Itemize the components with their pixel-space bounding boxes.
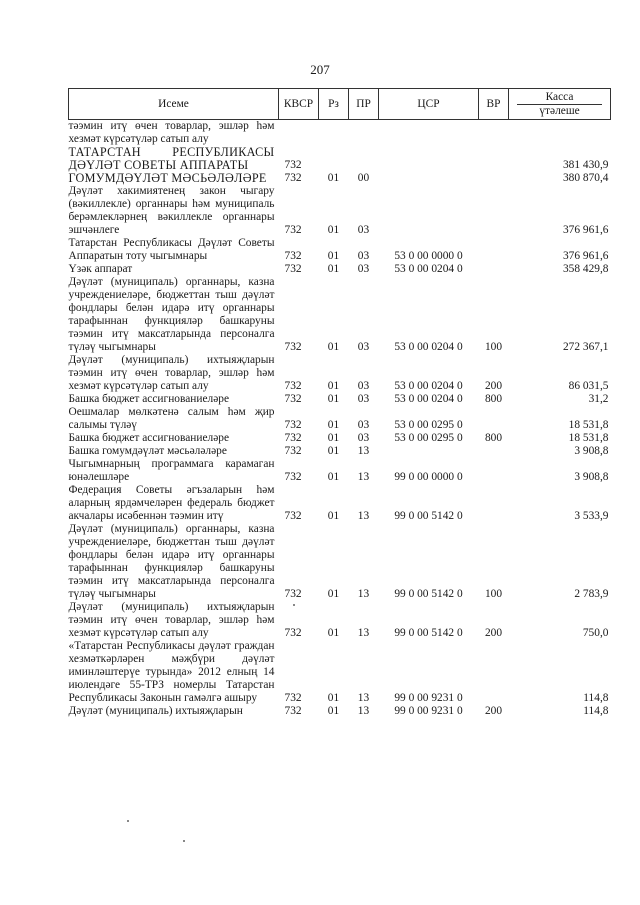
cell-kvsr: 732 (284, 172, 302, 184)
cell-vr: 200 (484, 705, 503, 717)
cell-vr (479, 120, 509, 147)
cell-sum: 2 783,9 (574, 588, 609, 600)
cell-name: тәэмин итү өчен товарлар, эшләр һәм хезмәт күрсәтүләр сатып алу (68, 120, 275, 145)
cell-rz: 01 (327, 588, 340, 600)
cell-name: ТАТАРСТАН РЕСПУБЛИКАСЫ ДӘҮЛӘТ СОВЕТЫ АППАРАТЫ (68, 145, 275, 172)
cell-sum: 750,0 (582, 627, 609, 639)
cell-csr: 53 0 00 0204 0 (394, 380, 463, 392)
cell-csr: 53 0 00 0204 0 (394, 393, 463, 405)
cell-csr: 53 0 00 0295 0 (394, 419, 463, 431)
header-row (69, 89, 611, 120)
cell-rz: 01 (327, 705, 340, 717)
table-header (69, 89, 611, 120)
cell-name: Оешмалар мөлкәтенә салым һәм җир салымы түләү (68, 406, 275, 431)
cell-csr: 99 0 00 9231 0 (394, 692, 463, 704)
cell-sum: 18 531,8 (568, 419, 609, 431)
cell-rz: 01 (327, 419, 340, 431)
cell-sum: 376 961,6 (562, 250, 609, 262)
header-kvsr: КВСР (279, 89, 319, 120)
budget-table (68, 88, 611, 718)
cell-vr: 100 (484, 341, 503, 353)
cell-pr: 03 (357, 393, 370, 405)
table-row (69, 432, 611, 445)
table-row (69, 705, 611, 718)
header-sum-line2: үтәлеше (517, 104, 602, 117)
table-row (69, 601, 611, 640)
cell-vr (479, 237, 509, 263)
cell-name: «Татарстан Республикасы дәүләт граждан хезмәткәрләрен мәҗбүри дәүләт иминләштерүе турында» 2012 елның 14 июлендәге 55-ТРЗ номерлы Татарстан Республикасы Законын гамәлгә ашыру (68, 640, 275, 704)
table-row (69, 185, 611, 237)
cell-csr: 99 0 00 0000 0 (394, 471, 463, 483)
cell-kvsr: 732 (284, 380, 302, 392)
cell-kvsr: 732 (284, 445, 302, 457)
cell-pr: 13 (357, 588, 370, 600)
table-row (69, 458, 611, 484)
cell-csr: 99 0 00 9231 0 (394, 705, 463, 717)
cell-pr: 03 (357, 250, 370, 262)
cell-vr: 200 (484, 380, 503, 392)
cell-kvsr (279, 120, 319, 147)
cell-rz: 01 (327, 263, 340, 275)
cell-rz: 01 (327, 510, 340, 522)
cell-pr: 03 (357, 341, 370, 353)
table-row (69, 484, 611, 523)
cell-pr: 13 (357, 627, 370, 639)
cell-kvsr: 732 (284, 263, 302, 275)
cell-csr (379, 146, 479, 172)
cell-kvsr: 732 (284, 627, 302, 639)
table-row (69, 393, 611, 406)
cell-vr (479, 406, 509, 432)
cell-kvsr: 732 (284, 393, 302, 405)
cell-vr (479, 445, 509, 458)
cell-rz: 01 (327, 172, 340, 184)
cell-sum (509, 120, 611, 147)
cell-vr (479, 185, 509, 237)
cell-pr: 03 (357, 263, 370, 275)
cell-pr: 13 (357, 445, 370, 457)
cell-csr (379, 185, 479, 237)
cell-pr: 03 (357, 380, 370, 392)
cell-name: Дәүләт (муниципаль) органнары, казна учреждениеләре, бюджеттан тыш дәүләт фондлары белән идарә итү органнары тарафыннан функцияләр башкаруны тәэмин итү максатларында персоналга түләү чыгымнары (68, 276, 275, 353)
header-vr: ВР (479, 89, 509, 120)
page-number: 207 (310, 62, 330, 77)
cell-csr (379, 445, 479, 458)
scan-speck (293, 604, 295, 606)
cell-rz: 01 (327, 445, 340, 457)
cell-name: Татарстан Республикасы Дәүләт Советы Аппаратын тоту чыгымнары (68, 237, 275, 262)
header-rz: Рз (319, 89, 349, 120)
table-row (69, 237, 611, 263)
table-body (69, 120, 611, 719)
cell-vr (479, 146, 509, 172)
cell-csr: 99 0 00 5142 0 (394, 510, 463, 522)
cell-pr: 13 (357, 705, 370, 717)
cell-name: Федерация Советы әгъзаларын һәм аларның ярдәмчеләрен федераль бюджет акчалары исәбеннән тәэмин итү (68, 484, 275, 522)
cell-name: Дәүләт (муниципаль) ихтыяҗларын (68, 705, 243, 717)
cell-rz: 01 (327, 224, 340, 236)
cell-sum: 376 961,6 (562, 224, 609, 236)
cell-vr (479, 458, 509, 484)
cell-kvsr: 732 (284, 588, 302, 600)
cell-vr: 800 (484, 393, 503, 405)
cell-kvsr: 732 (284, 471, 302, 483)
cell-rz: 01 (327, 250, 340, 262)
cell-name: Дәүләт (муниципаль) ихтыяҗларын тәэмин итү өчен товарлар, эшләр һәм хезмәт күрсәтүләр сатып алу (68, 601, 275, 639)
cell-vr (479, 640, 509, 705)
cell-csr: 53 0 00 0204 0 (394, 341, 463, 353)
cell-vr (479, 484, 509, 523)
cell-sum: 3 533,9 (574, 510, 609, 522)
cell-kvsr: 732 (284, 510, 302, 522)
cell-rz (319, 120, 349, 147)
cell-sum: 114,8 (583, 692, 609, 704)
table-row (69, 406, 611, 432)
cell-pr: 03 (357, 432, 370, 444)
cell-kvsr: 732 (284, 159, 302, 171)
cell-name: Башка бюджет ассигнованиеләре (68, 432, 230, 444)
table-row (69, 120, 611, 147)
cell-name: Дәүләт хакимиятенең закон чыгару (вәкиллекле) органнары һәм муниципаль берәмлекләрнең вәкиллекле органнары эшчәнлеге (68, 185, 275, 236)
cell-sum: 272 367,1 (562, 341, 609, 353)
cell-rz: 01 (327, 692, 340, 704)
header-sum (509, 89, 611, 120)
cell-pr: 00 (357, 172, 370, 184)
cell-sum: 86 031,5 (568, 380, 609, 392)
cell-rz: 01 (327, 341, 340, 353)
cell-kvsr: 732 (284, 224, 302, 236)
table-row (69, 354, 611, 393)
cell-pr (349, 120, 379, 147)
budget-table-container (68, 88, 610, 718)
cell-sum: 381 430,9 (562, 159, 609, 171)
cell-pr: 13 (357, 692, 370, 704)
cell-vr (479, 263, 509, 276)
cell-csr: 53 0 00 0295 0 (394, 432, 463, 444)
scan-speck (183, 840, 185, 842)
cell-csr: 53 0 00 0000 0 (394, 250, 463, 262)
header-name: Исеме (69, 89, 279, 120)
cell-vr: 800 (484, 432, 503, 444)
table-row (69, 640, 611, 705)
cell-vr (479, 172, 509, 185)
cell-name: Дәүләт (муниципаль) ихтыяҗларын тәэмин итү өчен товарлар, эшләр һәм хезмәт күрсәтүләр сатып алу (68, 354, 275, 392)
cell-rz: 01 (327, 432, 340, 444)
cell-rz: 01 (327, 380, 340, 392)
cell-rz: 01 (327, 627, 340, 639)
cell-vr: 200 (484, 627, 503, 639)
cell-csr (379, 172, 479, 185)
table-row (69, 276, 611, 354)
cell-sum: 3 908,8 (574, 445, 609, 457)
cell-pr (349, 146, 379, 172)
cell-csr: 99 0 00 5142 0 (394, 588, 463, 600)
cell-name: Чыгымнарның программага карамаган юнәлешләре (68, 458, 275, 483)
cell-pr: 13 (357, 510, 370, 522)
cell-pr: 13 (357, 471, 370, 483)
header-pr: ПР (349, 89, 379, 120)
cell-name: Дәүләт (муниципаль) органнары, казна учреждениеләре, бюджеттан тыш дәүләт фондлары белән идарә итү органнары тарафыннан функцияләр башкаруны тәэмин итү максатларында персоналга түләү чыгымнары (68, 523, 275, 600)
cell-rz: 01 (327, 393, 340, 405)
cell-name: ГОМУМДӘҮЛӘТ МӘСЬӘЛӘЛӘРЕ (68, 171, 267, 185)
scan-speck (127, 820, 129, 822)
cell-sum: 3 908,8 (574, 471, 609, 483)
cell-name: Башка гомумдәүләт мәсьәләләре (68, 445, 227, 457)
cell-name: Үзәк аппарат (68, 263, 133, 275)
cell-sum: 18 531,8 (568, 432, 609, 444)
cell-csr: 53 0 00 0204 0 (394, 263, 463, 275)
cell-sum: 114,8 (583, 705, 609, 717)
cell-sum: 380 870,4 (562, 172, 609, 184)
cell-kvsr: 732 (284, 705, 302, 717)
header-sum-line1: Касса (545, 91, 574, 103)
table-row (69, 146, 611, 172)
cell-rz: 01 (327, 471, 340, 483)
cell-kvsr: 732 (284, 419, 302, 431)
cell-name: Башка бюджет ассигнованиеләре (68, 393, 230, 405)
table-row (69, 523, 611, 601)
table-row (69, 172, 611, 185)
cell-kvsr: 732 (284, 432, 302, 444)
cell-sum: 31,2 (588, 393, 609, 405)
cell-kvsr: 732 (284, 341, 302, 353)
cell-pr: 03 (357, 224, 370, 236)
cell-csr (379, 120, 479, 147)
cell-vr: 100 (484, 588, 503, 600)
header-csr: ЦСР (379, 89, 479, 120)
cell-kvsr: 732 (284, 250, 302, 262)
cell-csr: 99 0 00 5142 0 (394, 627, 463, 639)
table-row (69, 445, 611, 458)
table-row (69, 263, 611, 276)
cell-pr: 03 (357, 419, 370, 431)
cell-sum: 358 429,8 (562, 263, 609, 275)
cell-rz (319, 146, 349, 172)
cell-kvsr: 732 (284, 692, 302, 704)
